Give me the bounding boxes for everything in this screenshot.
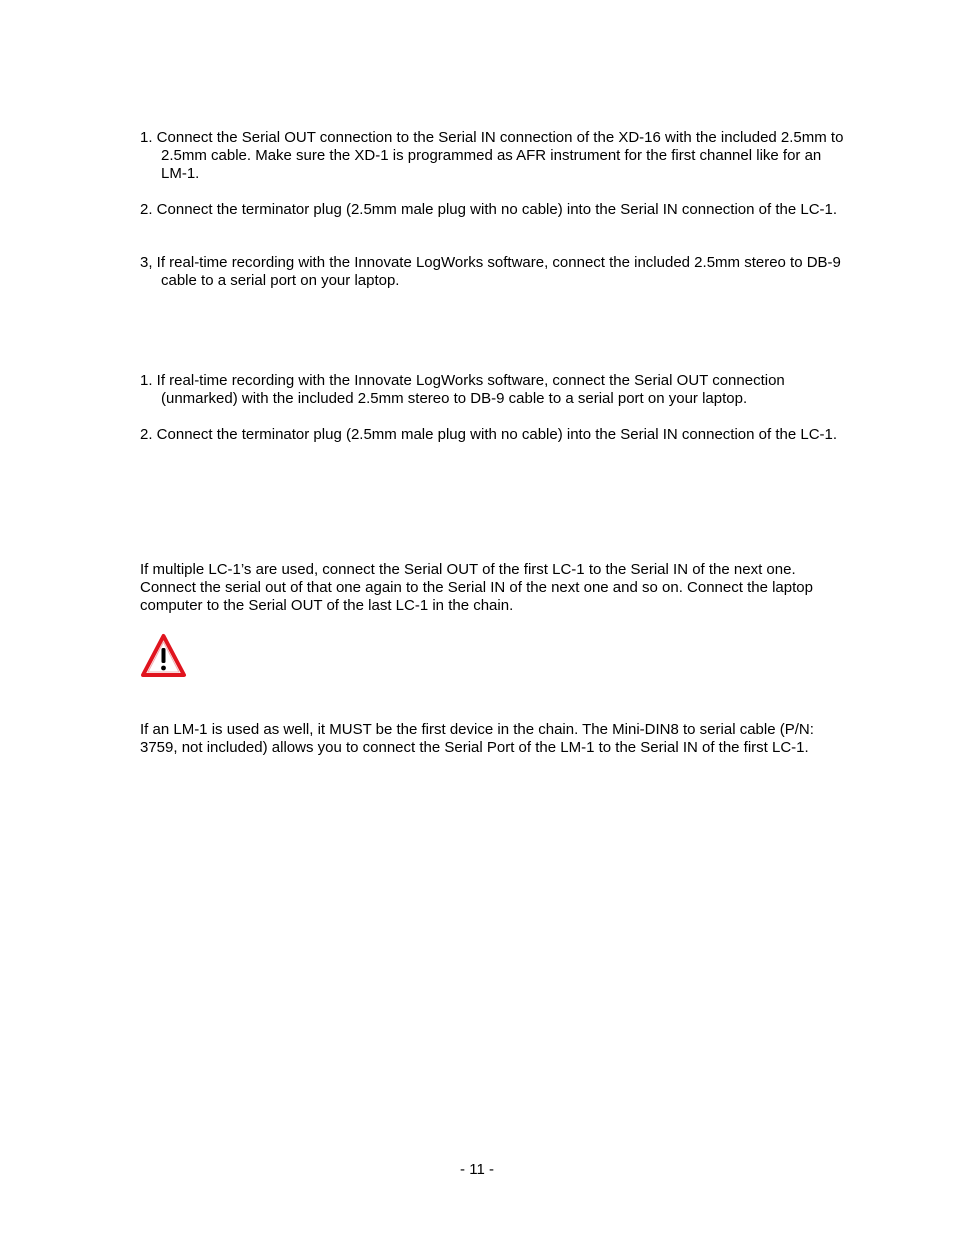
section-b-step-2: 2. Connect the terminator plug (2.5mm male plug with no cable) into the Serial IN connection of the LC-1. bbox=[140, 426, 838, 443]
warning-triangle-icon bbox=[140, 633, 187, 678]
warning-paragraph: If an LM-1 is used as well, it MUST be the first device in the chain. The Mini-DIN8 to serial cable (P/N: 3759, not included) allows you to connect the Serial Port of the LM-1 to the Serial IN of the first LC-1. bbox=[140, 721, 814, 756]
section-a-step-2: 2. Connect the terminator plug (2.5mm male plug with no cable) into the Serial IN connection of the LC-1. bbox=[140, 201, 838, 218]
section-a-step-1: 1. Connect the Serial OUT connection to the Serial IN connection of the XD-16 with the included 2.5mm to 2.5mm cable. Make sure the XD-1 is programmed as AFR instrument for the first channel like for an LM-1. bbox=[140, 129, 844, 182]
section-b-step-1: 1. If real-time recording with the Innovate LogWorks software, connect the Serial OUT connection (unmarked) with the included 2.5mm stereo to DB-9 cable to a serial port on your laptop. bbox=[140, 372, 785, 407]
chain-paragraph: If multiple LC-1’s are used, connect the Serial OUT of the first LC-1 to the Serial IN of the next one. Connect the serial out of that one again to the Serial IN of the next one and so on. Connect the laptop computer to the Serial OUT of the last LC-1 in the chain. bbox=[140, 561, 813, 614]
section-a-step-3: 3, If real-time recording with the Innovate LogWorks software, connect the included 2.5mm stereo to DB-9 cable to a serial port on your laptop. bbox=[140, 254, 841, 289]
page-number: - 11 - bbox=[460, 1161, 494, 1178]
